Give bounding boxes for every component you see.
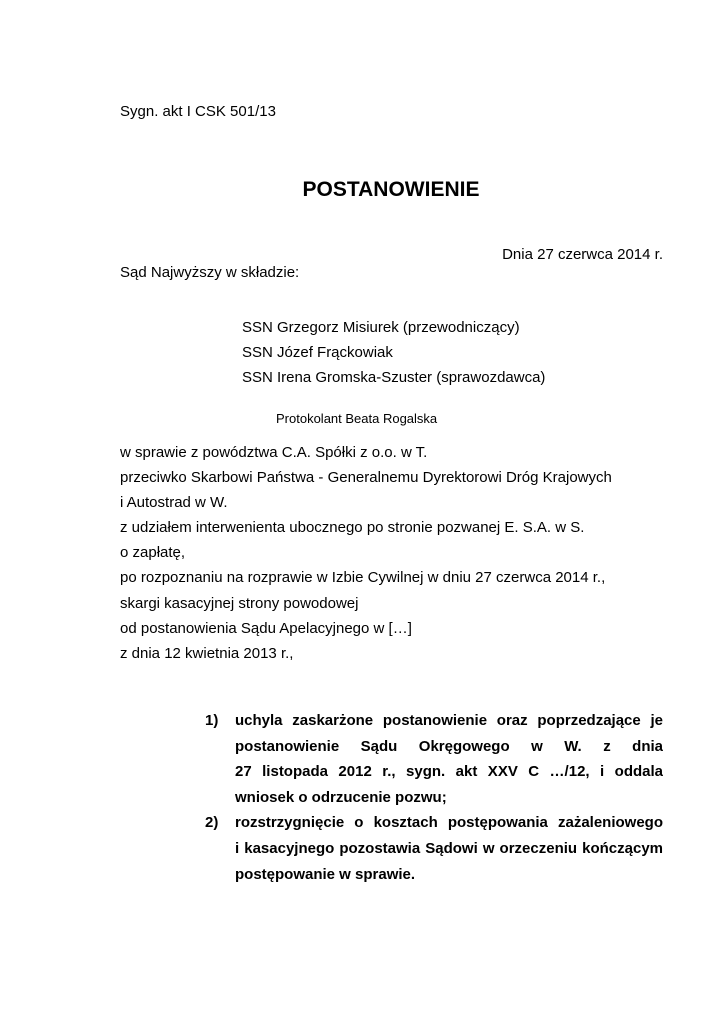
ruling-item bbox=[205, 810, 663, 887]
judge-presiding: SSN Grzegorz Misiurek (przewodniczący) bbox=[242, 319, 520, 336]
ruling-line: postanowienie Sądu Okręgowego w W. z dnia bbox=[235, 737, 663, 755]
document-title: POSTANOWIENIE bbox=[302, 178, 480, 201]
court-composition-label: Sąd Najwyższy w składzie: bbox=[120, 264, 300, 281]
ruling-line: 27 listopada 2012 r., sygn. akt XXV C …/12, i oddala bbox=[235, 763, 663, 781]
case-line: i Autostrad w W. bbox=[120, 494, 228, 511]
ruling-item-number: 1) bbox=[205, 712, 219, 729]
clerk-line: Protokolant Beata Rogalska bbox=[276, 411, 438, 426]
ruling-line: uchyla zaskarżone postanowienie oraz poprzedzające je bbox=[235, 712, 663, 729]
case-line: z udziałem interwenienta ubocznego po stronie pozwanej E. S.A. w S. bbox=[120, 519, 585, 536]
ruling-line: wniosek o odrzucenie pozwu; bbox=[235, 788, 447, 806]
ruling-item bbox=[205, 708, 663, 810]
ruling-line: rozstrzygnięcie o kosztach postępowania zażaleniowego bbox=[235, 814, 663, 832]
case-number: Sygn. akt I CSK 501/13 bbox=[120, 103, 276, 120]
ruling-list bbox=[205, 708, 663, 887]
case-line: przeciwko Skarbowi Państwa - Generalnemu Dyrektorowi Dróg Krajowych bbox=[120, 469, 612, 486]
case-line: z dnia 12 kwietnia 2013 r., bbox=[120, 645, 294, 662]
case-line: skargi kasacyjnej strony powodowej bbox=[120, 595, 359, 612]
ruling-line: postępowanie w sprawie. bbox=[235, 865, 416, 883]
case-line: w sprawie z powództwa C.A. Spółki z o.o. w T. bbox=[120, 444, 428, 461]
case-line: o zapłatę, bbox=[120, 544, 186, 561]
ruling-item-number: 2) bbox=[205, 814, 219, 832]
judge-rapporteur: SSN Irena Gromska-Szuster (sprawozdawca) bbox=[242, 369, 546, 386]
date-line: Dnia 27 czerwca 2014 r. bbox=[502, 246, 663, 263]
case-line: po rozpoznaniu na rozprawie w Izbie Cywilnej w dniu 27 czerwca 2014 r., bbox=[120, 569, 606, 586]
judge-member: SSN Józef Frąckowiak bbox=[242, 344, 393, 361]
case-line: od postanowienia Sądu Apelacyjnego w […] bbox=[120, 620, 412, 637]
ruling-line: i kasacyjnego pozostawia Sądowi w orzeczeniu kończącym bbox=[235, 839, 663, 857]
